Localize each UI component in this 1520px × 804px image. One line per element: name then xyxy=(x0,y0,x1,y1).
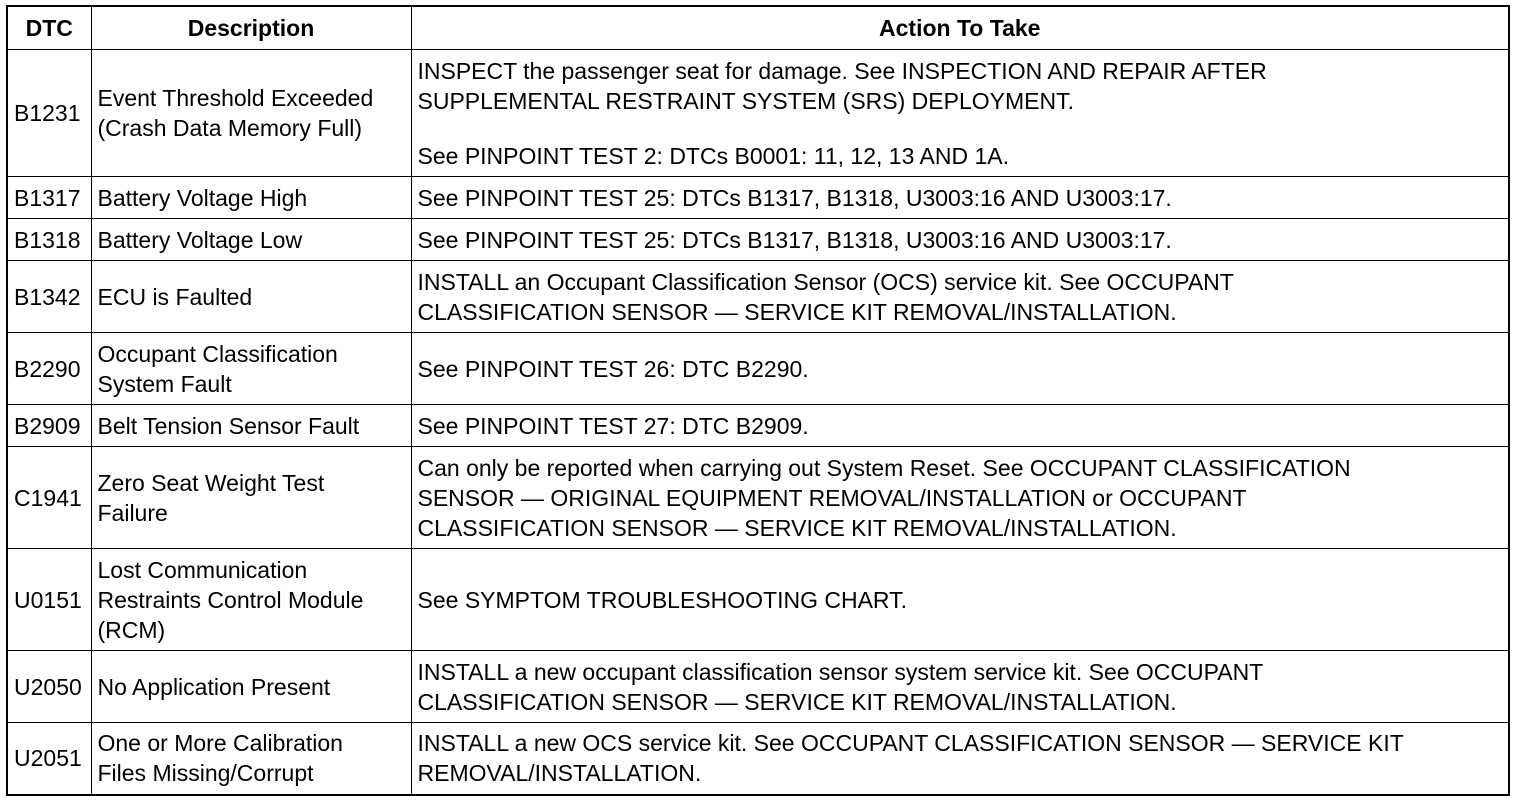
dtc-code: B2909 xyxy=(7,405,91,447)
dtc-action xyxy=(411,177,1509,219)
action-paragraph: Can only be reported when carrying out System Reset. See OCCUPANT CLASSIFICATION SENSOR — ORIGINAL EQUIPMENT REMOVAL/INSTALLATION or OCCUPANT CLASSIFICATION SENSOR — SERVICE KIT REMOVAL/INSTALLATION. xyxy=(417,454,1351,541)
dtc-code: B1317 xyxy=(7,177,91,219)
table-row xyxy=(7,177,1509,219)
action-paragraph: See PINPOINT TEST 27: DTC B2909. xyxy=(417,412,809,439)
dtc-table xyxy=(6,5,1510,796)
dtc-description: One or More Calibration Files Missing/Corrupt xyxy=(91,723,411,795)
header-action: Action To Take xyxy=(411,6,1509,50)
action-paragraph: INSTALL a new occupant classification sensor system service kit. See OCCUPANT CLASSIFICATION SENSOR — SERVICE KIT REMOVAL/INSTALLATION. xyxy=(417,658,1264,715)
dtc-action xyxy=(411,333,1509,405)
table-body xyxy=(7,50,1509,795)
dtc-code: U2050 xyxy=(7,651,91,723)
table-row xyxy=(7,405,1509,447)
table-row xyxy=(7,219,1509,261)
dtc-description: Lost Communication Restraints Control Module (RCM) xyxy=(91,549,411,651)
table-row xyxy=(7,447,1509,549)
dtc-description: No Application Present xyxy=(91,651,411,723)
dtc-action xyxy=(411,50,1509,177)
dtc-description: Zero Seat Weight Test Failure xyxy=(91,447,411,549)
dtc-description: Battery Voltage High xyxy=(91,177,411,219)
table-header xyxy=(7,6,1509,50)
dtc-code: B1342 xyxy=(7,261,91,333)
dtc-action xyxy=(411,723,1509,795)
dtc-description: Battery Voltage Low xyxy=(91,219,411,261)
dtc-action xyxy=(411,447,1509,549)
dtc-action xyxy=(411,549,1509,651)
action-paragraph: See PINPOINT TEST 25: DTCs B1317, B1318, U3003:16 AND U3003:17. xyxy=(417,226,1172,253)
dtc-code: U0151 xyxy=(7,549,91,651)
dtc-description: ECU is Faulted xyxy=(91,261,411,333)
dtc-description: Occupant Classification System Fault xyxy=(91,333,411,405)
dtc-action xyxy=(411,261,1509,333)
table-row xyxy=(7,549,1509,651)
action-paragraph: See SYMPTOM TROUBLESHOOTING CHART. xyxy=(417,586,907,613)
dtc-action xyxy=(411,219,1509,261)
dtc-code: B1231 xyxy=(7,50,91,177)
table-row xyxy=(7,723,1509,795)
header-row xyxy=(7,6,1509,50)
table-row xyxy=(7,333,1509,405)
dtc-action xyxy=(411,651,1509,723)
action-paragraph: See PINPOINT TEST 2: DTCs B0001: 11, 12, 13 AND 1A. xyxy=(417,142,1009,169)
action-paragraph: See PINPOINT TEST 25: DTCs B1317, B1318, U3003:16 AND U3003:17. xyxy=(417,184,1172,211)
table-row xyxy=(7,651,1509,723)
dtc-code: C1941 xyxy=(7,447,91,549)
action-paragraph: INSTALL an Occupant Classification Sensor (OCS) service kit. See OCCUPANT CLASSIFICATION SENSOR — SERVICE KIT REMOVAL/INSTALLATION. xyxy=(417,268,1234,325)
table-row xyxy=(7,261,1509,333)
dtc-code: B1318 xyxy=(7,219,91,261)
dtc-action xyxy=(411,405,1509,447)
action-paragraph: See PINPOINT TEST 26: DTC B2290. xyxy=(417,355,809,382)
dtc-description: Event Threshold Exceeded (Crash Data Memory Full) xyxy=(91,50,411,177)
action-paragraph: INSPECT the passenger seat for damage. See INSPECTION AND REPAIR AFTER SUPPLEMENTAL RESTRAINT SYSTEM (SRS) DEPLOYMENT. xyxy=(417,57,1267,114)
header-description: Description xyxy=(91,6,411,50)
dtc-description: Belt Tension Sensor Fault xyxy=(91,405,411,447)
action-paragraph: INSTALL a new OCS service kit. See OCCUPANT CLASSIFICATION SENSOR — SERVICE KIT REMOVAL/INSTALLATION. xyxy=(417,730,1404,787)
table-row xyxy=(7,50,1509,177)
dtc-code: B2290 xyxy=(7,333,91,405)
dtc-code: U2051 xyxy=(7,723,91,795)
header-dtc: DTC xyxy=(7,6,91,50)
